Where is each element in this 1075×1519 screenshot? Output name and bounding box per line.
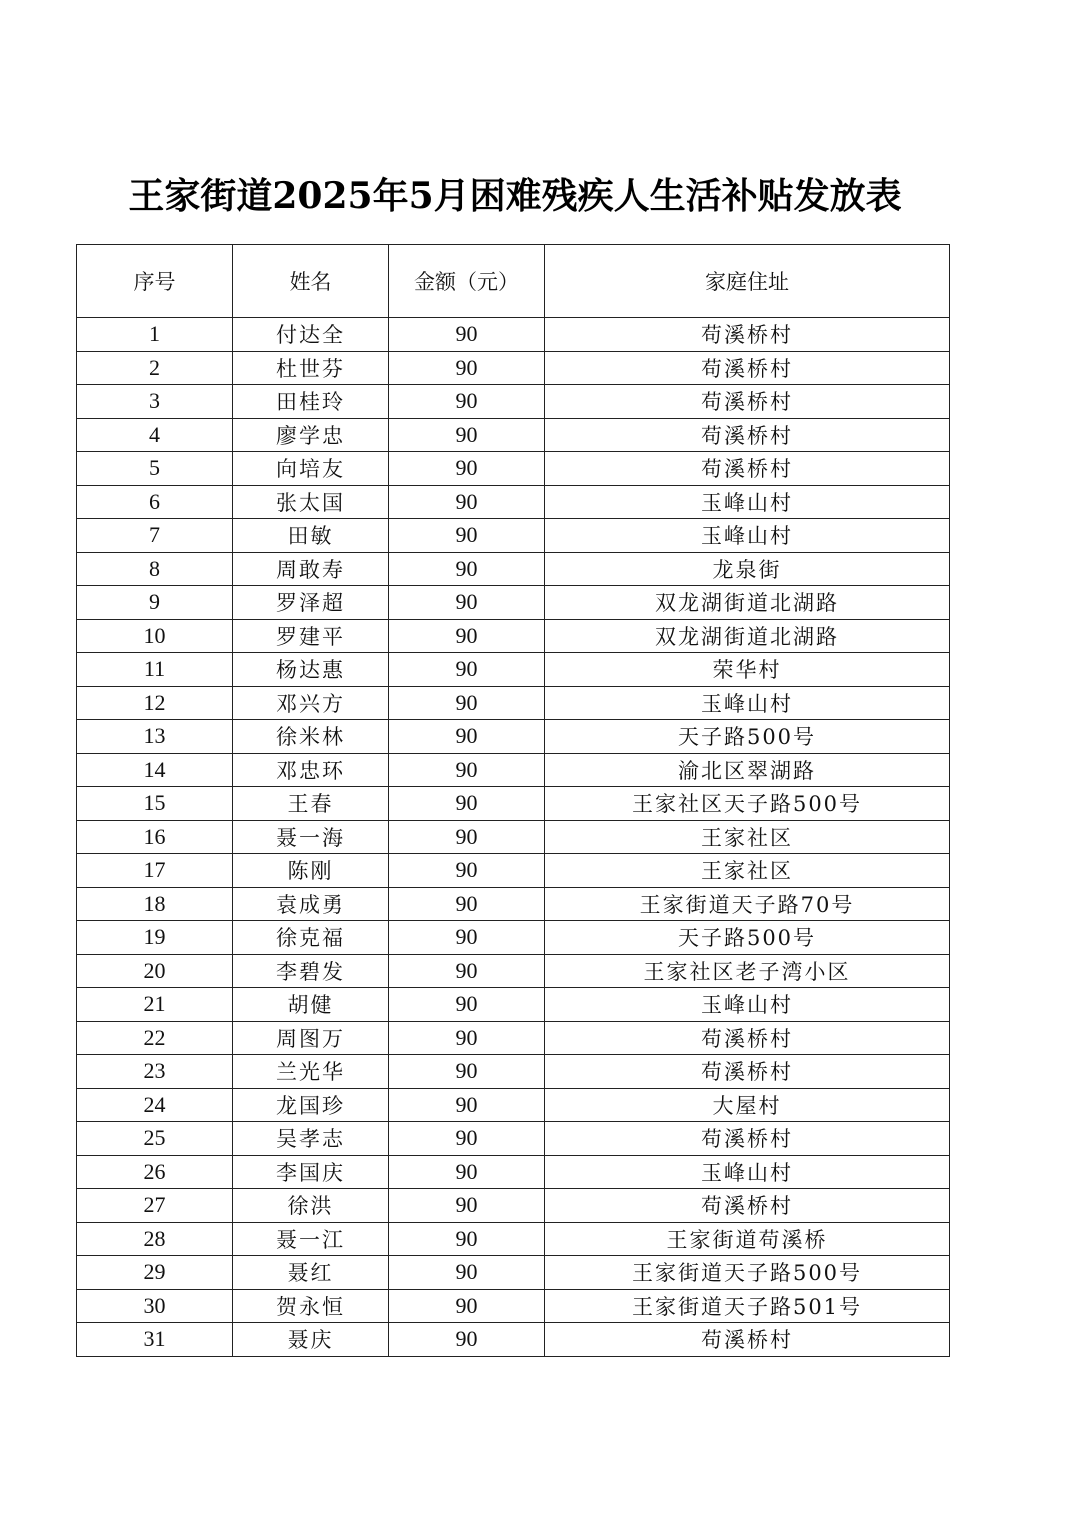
amount-cell: 90 [389, 887, 545, 921]
name-cell: 罗泽超 [233, 586, 389, 620]
address-cell: 龙泉街 [545, 552, 950, 586]
table-row [77, 1122, 950, 1156]
amount-cell: 90 [389, 1256, 545, 1290]
table-row [77, 519, 950, 553]
serial-number-cell: 1 [77, 318, 233, 352]
table-row [77, 686, 950, 720]
serial-number-cell: 15 [77, 787, 233, 821]
name-cell: 徐克福 [233, 921, 389, 955]
name-cell: 罗建平 [233, 619, 389, 653]
amount-cell: 90 [389, 1021, 545, 1055]
table-row [77, 787, 950, 821]
address-cell: 苟溪桥村 [545, 318, 950, 352]
name-cell: 邓兴方 [233, 686, 389, 720]
address-cell: 王家街道苟溪桥 [545, 1222, 950, 1256]
amount-cell: 90 [389, 418, 545, 452]
name-cell: 陈刚 [233, 854, 389, 888]
address-cell: 苟溪桥村 [545, 351, 950, 385]
name-cell: 向培友 [233, 452, 389, 486]
address-cell: 玉峰山村 [545, 988, 950, 1022]
address-cell: 王家社区天子路500号 [545, 787, 950, 821]
name-cell: 张太国 [233, 485, 389, 519]
amount-cell: 90 [389, 1189, 545, 1223]
serial-number-cell: 18 [77, 887, 233, 921]
table-row [77, 887, 950, 921]
address-cell: 天子路500号 [545, 921, 950, 955]
document-title: 王家街道2025年5月困难残疾人生活补贴发放表 [128, 175, 902, 217]
table-row [77, 318, 950, 352]
table-row [77, 351, 950, 385]
name-cell: 贺永恒 [233, 1289, 389, 1323]
serial-number-cell: 25 [77, 1122, 233, 1156]
header-name: 姓名 [233, 245, 389, 318]
serial-number-cell: 20 [77, 954, 233, 988]
address-cell: 大屋村 [545, 1088, 950, 1122]
address-cell: 双龙湖街道北湖路 [545, 586, 950, 620]
subsidy-table [76, 244, 950, 1357]
name-cell: 聂一海 [233, 820, 389, 854]
amount-cell: 90 [389, 988, 545, 1022]
serial-number-cell: 12 [77, 686, 233, 720]
name-cell: 胡健 [233, 988, 389, 1022]
serial-number-cell: 7 [77, 519, 233, 553]
name-cell: 廖学忠 [233, 418, 389, 452]
serial-number-cell: 3 [77, 385, 233, 419]
address-cell: 苟溪桥村 [545, 1055, 950, 1089]
amount-cell: 90 [389, 351, 545, 385]
amount-cell: 90 [389, 787, 545, 821]
serial-number-cell: 5 [77, 452, 233, 486]
address-cell: 苟溪桥村 [545, 1323, 950, 1357]
address-cell: 苟溪桥村 [545, 1122, 950, 1156]
address-cell: 苟溪桥村 [545, 418, 950, 452]
table-row [77, 1088, 950, 1122]
table-row [77, 720, 950, 754]
address-cell: 王家社区老子湾小区 [545, 954, 950, 988]
serial-number-cell: 13 [77, 720, 233, 754]
serial-number-cell: 30 [77, 1289, 233, 1323]
serial-number-cell: 24 [77, 1088, 233, 1122]
amount-cell: 90 [389, 485, 545, 519]
address-cell: 双龙湖街道北湖路 [545, 619, 950, 653]
name-cell: 聂一江 [233, 1222, 389, 1256]
name-cell: 杜世芬 [233, 351, 389, 385]
amount-cell: 90 [389, 619, 545, 653]
address-cell: 渝北区翠湖路 [545, 753, 950, 787]
name-cell: 田桂玲 [233, 385, 389, 419]
name-cell: 李碧发 [233, 954, 389, 988]
table-row [77, 586, 950, 620]
header-serial-number: 序号 [77, 245, 233, 318]
name-cell: 聂红 [233, 1256, 389, 1290]
amount-cell: 90 [389, 1055, 545, 1089]
serial-number-cell: 16 [77, 820, 233, 854]
serial-number-cell: 11 [77, 653, 233, 687]
serial-number-cell: 22 [77, 1021, 233, 1055]
table-row [77, 653, 950, 687]
name-cell: 周图万 [233, 1021, 389, 1055]
table-row [77, 552, 950, 586]
table-row [77, 1323, 950, 1357]
table-row [77, 753, 950, 787]
table-row [77, 1289, 950, 1323]
header-address: 家庭住址 [545, 245, 950, 318]
address-cell: 王家街道天子路501号 [545, 1289, 950, 1323]
table-row [77, 418, 950, 452]
serial-number-cell: 23 [77, 1055, 233, 1089]
address-cell: 玉峰山村 [545, 1155, 950, 1189]
name-cell: 吴孝志 [233, 1122, 389, 1156]
serial-number-cell: 10 [77, 619, 233, 653]
amount-cell: 90 [389, 318, 545, 352]
address-cell: 王家街道天子路70号 [545, 887, 950, 921]
address-cell: 苟溪桥村 [545, 385, 950, 419]
table-row [77, 820, 950, 854]
address-cell: 王家社区 [545, 854, 950, 888]
amount-cell: 90 [389, 653, 545, 687]
address-cell: 玉峰山村 [545, 485, 950, 519]
amount-cell: 90 [389, 720, 545, 754]
name-cell: 龙国珍 [233, 1088, 389, 1122]
table-row [77, 1222, 950, 1256]
amount-cell: 90 [389, 1222, 545, 1256]
name-cell: 徐米林 [233, 720, 389, 754]
amount-cell: 90 [389, 854, 545, 888]
serial-number-cell: 8 [77, 552, 233, 586]
serial-number-cell: 26 [77, 1155, 233, 1189]
name-cell: 周敢寿 [233, 552, 389, 586]
address-cell: 王家街道天子路500号 [545, 1256, 950, 1290]
amount-cell: 90 [389, 686, 545, 720]
header-row [77, 245, 950, 318]
name-cell: 兰光华 [233, 1055, 389, 1089]
amount-cell: 90 [389, 1323, 545, 1357]
serial-number-cell: 9 [77, 586, 233, 620]
name-cell: 付达全 [233, 318, 389, 352]
table-body [77, 318, 950, 1357]
serial-number-cell: 28 [77, 1222, 233, 1256]
amount-cell: 90 [389, 954, 545, 988]
table-row [77, 1189, 950, 1223]
amount-cell: 90 [389, 385, 545, 419]
table-row [77, 485, 950, 519]
name-cell: 王春 [233, 787, 389, 821]
amount-cell: 90 [389, 1122, 545, 1156]
amount-cell: 90 [389, 820, 545, 854]
address-cell: 玉峰山村 [545, 519, 950, 553]
serial-number-cell: 31 [77, 1323, 233, 1357]
amount-cell: 90 [389, 753, 545, 787]
table-row [77, 619, 950, 653]
amount-cell: 90 [389, 586, 545, 620]
name-cell: 邓忠环 [233, 753, 389, 787]
serial-number-cell: 4 [77, 418, 233, 452]
name-cell: 李国庆 [233, 1155, 389, 1189]
table-row [77, 452, 950, 486]
serial-number-cell: 29 [77, 1256, 233, 1290]
name-cell: 杨达惠 [233, 653, 389, 687]
amount-cell: 90 [389, 1155, 545, 1189]
address-cell: 荣华村 [545, 653, 950, 687]
name-cell: 徐洪 [233, 1189, 389, 1223]
table-row [77, 854, 950, 888]
amount-cell: 90 [389, 452, 545, 486]
amount-cell: 90 [389, 1088, 545, 1122]
serial-number-cell: 2 [77, 351, 233, 385]
name-cell: 田敏 [233, 519, 389, 553]
table-row [77, 988, 950, 1022]
address-cell: 王家社区 [545, 820, 950, 854]
table-row [77, 1256, 950, 1290]
table-row [77, 1155, 950, 1189]
serial-number-cell: 27 [77, 1189, 233, 1223]
amount-cell: 90 [389, 552, 545, 586]
amount-cell: 90 [389, 519, 545, 553]
serial-number-cell: 19 [77, 921, 233, 955]
address-cell: 天子路500号 [545, 720, 950, 754]
address-cell: 苟溪桥村 [545, 452, 950, 486]
serial-number-cell: 6 [77, 485, 233, 519]
table-header [77, 245, 950, 318]
address-cell: 苟溪桥村 [545, 1021, 950, 1055]
serial-number-cell: 17 [77, 854, 233, 888]
table-row [77, 1021, 950, 1055]
table-row [77, 954, 950, 988]
serial-number-cell: 14 [77, 753, 233, 787]
table-row [77, 385, 950, 419]
address-cell: 玉峰山村 [545, 686, 950, 720]
table-row [77, 1055, 950, 1089]
name-cell: 袁成勇 [233, 887, 389, 921]
address-cell: 苟溪桥村 [545, 1189, 950, 1223]
serial-number-cell: 21 [77, 988, 233, 1022]
amount-cell: 90 [389, 921, 545, 955]
name-cell: 聂庆 [233, 1323, 389, 1357]
header-amount: 金额（元） [389, 245, 545, 318]
table-row [77, 921, 950, 955]
amount-cell: 90 [389, 1289, 545, 1323]
